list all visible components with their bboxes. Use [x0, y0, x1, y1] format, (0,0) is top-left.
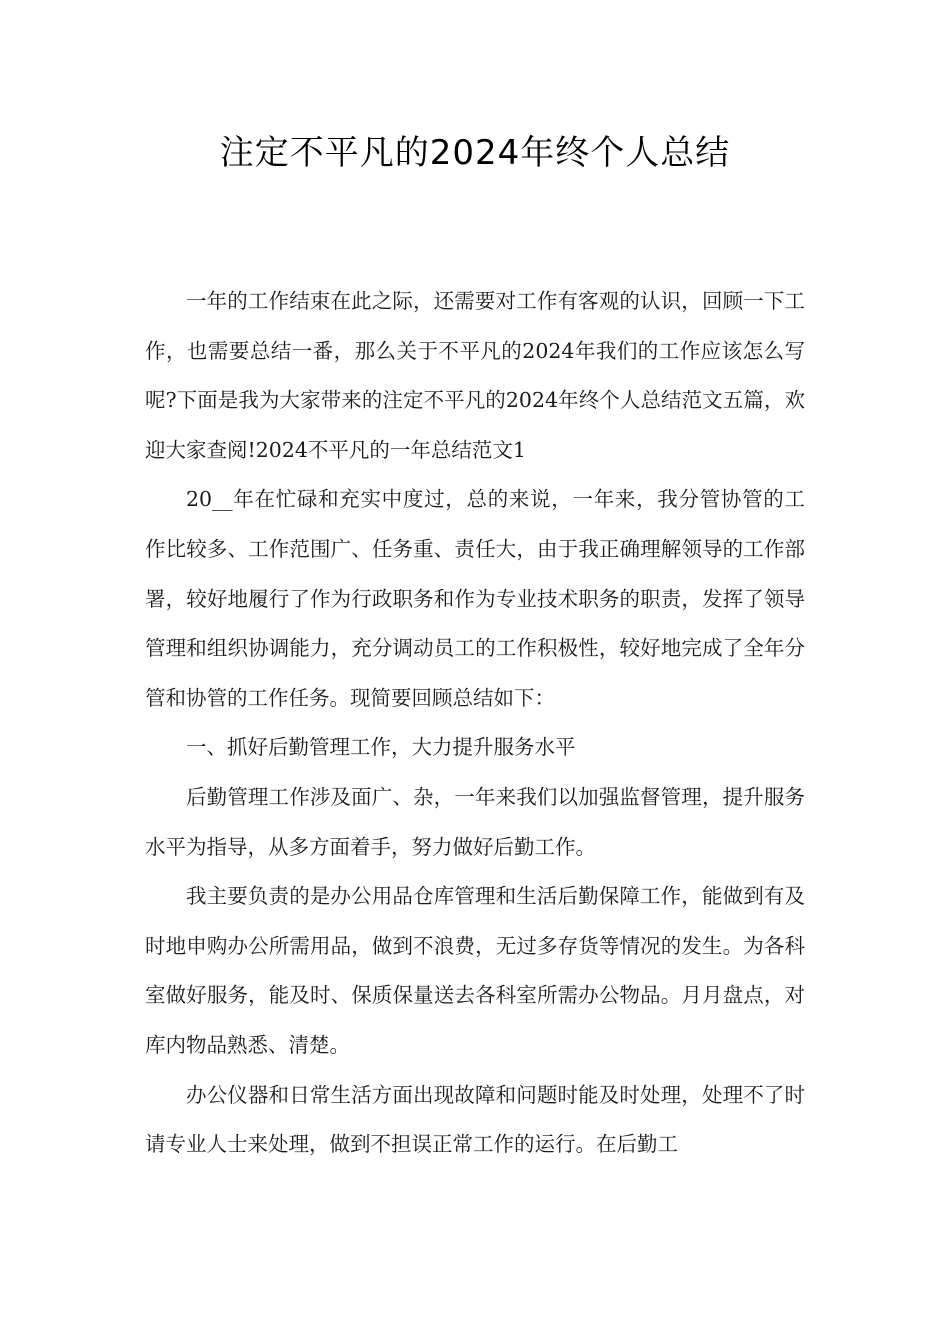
- paragraph-equipment: 办公仪器和日常生活方面出现故障和问题时能及时处理，处理不了时请专业人士来处理，做到不担误正常工作的运行。在后勤工: [145, 1082, 805, 1157]
- paragraph-supplies: 我主要负责的是办公用品仓库管理和生活后勤保障工作，能做到有及时地申购办公所需用品，做到不浪费，无过多存货等情况的发生。为各科室做好服务，能及时、保质保量送去各科室所需办公物品。月月盘点，对库内物品熟悉、清楚。: [145, 884, 805, 1057]
- document-body: [145, 277, 805, 1170]
- document-title: 注定不平凡的2024年终个人总结: [219, 133, 731, 173]
- paragraph-overview: 20__年在忙碌和充实中度过，总的来说，一年来，我分管协管的工作比较多、工作范围广、任务重、责任大，由于我正确理解领导的工作部署，较好地履行了作为行政职务和作为专业技术职务的职责，发挥了领导管理和组织协调能力，充分调动员工的工作积极性，较好地完成了全年分管和协管的工作任务。现简要回顾总结如下：: [145, 487, 805, 710]
- section-heading: 一、抓好后勤管理工作，大力提升服务水平: [186, 735, 576, 760]
- paragraph-logistics: 后勤管理工作涉及面广、杂，一年来我们以加强监督管理，提升服务水平为指导，从多方面着手，努力做好后勤工作。: [145, 784, 805, 859]
- paragraph-intro: 一年的工作结束在此之际，还需要对工作有客观的认识，回顾一下工作，也需要总结一番，那么关于不平凡的2024年我们的工作应该怎么写呢?下面是我为大家带来的注定不平凡的2024年终个人总结范文五篇，欢迎大家查阅!2024不平凡的一年总结范文1: [145, 289, 805, 462]
